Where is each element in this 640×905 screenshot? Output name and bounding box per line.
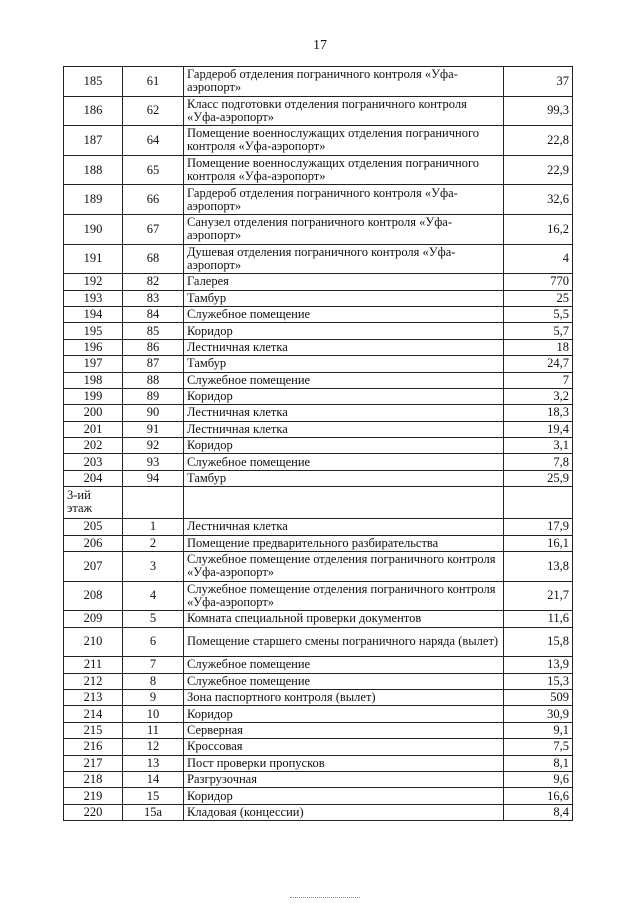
room-name: Тамбур	[184, 290, 504, 306]
room-name: Служебное помещение	[184, 657, 504, 673]
floor-header-row	[64, 487, 573, 519]
room-name: Зона паспортного контроля (вылет)	[184, 689, 504, 705]
room-number: 8	[123, 673, 184, 689]
table-row	[64, 552, 573, 582]
empty-cell	[184, 487, 504, 519]
room-area: 18	[504, 339, 573, 355]
row-number: 193	[64, 290, 123, 306]
row-number: 186	[64, 96, 123, 126]
table-row	[64, 290, 573, 306]
room-name: Комната специальной проверки документов	[184, 611, 504, 627]
room-number: 94	[123, 470, 184, 486]
row-number: 191	[64, 244, 123, 274]
table-row	[64, 804, 573, 820]
room-area: 5,5	[504, 306, 573, 322]
table-row	[64, 739, 573, 755]
row-number: 188	[64, 155, 123, 185]
scan-mark	[290, 897, 360, 899]
room-number: 15	[123, 788, 184, 804]
room-name: Лестничная клетка	[184, 421, 504, 437]
row-number: 217	[64, 755, 123, 771]
empty-cell	[504, 487, 573, 519]
row-number: 200	[64, 405, 123, 421]
table-row	[64, 372, 573, 388]
table-row	[64, 339, 573, 355]
table-row	[64, 96, 573, 126]
room-area: 7,8	[504, 454, 573, 470]
room-number: 64	[123, 126, 184, 156]
rooms-table	[63, 66, 573, 821]
room-number: 89	[123, 388, 184, 404]
room-area: 25,9	[504, 470, 573, 486]
table-row	[64, 581, 573, 611]
room-number: 5	[123, 611, 184, 627]
row-number: 201	[64, 421, 123, 437]
room-area: 18,3	[504, 405, 573, 421]
table-row	[64, 405, 573, 421]
table-row	[64, 535, 573, 551]
row-number: 196	[64, 339, 123, 355]
table-row	[64, 155, 573, 185]
table-row	[64, 388, 573, 404]
room-number: 14	[123, 771, 184, 787]
room-name: Коридор	[184, 706, 504, 722]
room-area: 13,9	[504, 657, 573, 673]
room-area: 15,8	[504, 627, 573, 657]
room-area: 509	[504, 689, 573, 705]
room-number: 9	[123, 689, 184, 705]
room-name: Кладовая (концессии)	[184, 804, 504, 820]
room-area: 17,9	[504, 519, 573, 535]
room-area: 24,7	[504, 356, 573, 372]
room-area: 8,4	[504, 804, 573, 820]
row-number: 211	[64, 657, 123, 673]
room-number: 82	[123, 274, 184, 290]
room-number: 4	[123, 581, 184, 611]
table-row	[64, 454, 573, 470]
room-number: 91	[123, 421, 184, 437]
room-name: Помещение предварительного разбирательства	[184, 535, 504, 551]
room-name: Разгрузочная	[184, 771, 504, 787]
floor-label: 3-ий этаж	[64, 487, 123, 519]
room-area: 770	[504, 274, 573, 290]
room-name: Помещение военнослужащих отделения пограничного контроля «Уфа-аэропорт»	[184, 155, 504, 185]
room-name: Тамбур	[184, 470, 504, 486]
room-area: 21,7	[504, 581, 573, 611]
rooms-table-body	[64, 67, 573, 821]
room-number: 67	[123, 214, 184, 244]
room-name: Санузел отделения пограничного контроля «Уфа-аэропорт»	[184, 214, 504, 244]
room-number: 15а	[123, 804, 184, 820]
row-number: 197	[64, 356, 123, 372]
row-number: 187	[64, 126, 123, 156]
room-area: 25	[504, 290, 573, 306]
room-area: 8,1	[504, 755, 573, 771]
room-number: 87	[123, 356, 184, 372]
room-name: Служебное помещение отделения пограничного контроля «Уфа-аэропорт»	[184, 552, 504, 582]
room-name: Галерея	[184, 274, 504, 290]
table-row	[64, 627, 573, 657]
room-name: Пост проверки пропусков	[184, 755, 504, 771]
room-number: 13	[123, 755, 184, 771]
room-number: 90	[123, 405, 184, 421]
room-number: 65	[123, 155, 184, 185]
row-number: 194	[64, 306, 123, 322]
row-number: 212	[64, 673, 123, 689]
row-number: 198	[64, 372, 123, 388]
row-number: 199	[64, 388, 123, 404]
row-number: 215	[64, 722, 123, 738]
room-area: 5,7	[504, 323, 573, 339]
table-row	[64, 470, 573, 486]
room-name: Кроссовая	[184, 739, 504, 755]
row-number: 205	[64, 519, 123, 535]
room-name: Служебное помещение	[184, 306, 504, 322]
room-number: 1	[123, 519, 184, 535]
room-area: 9,1	[504, 722, 573, 738]
row-number: 203	[64, 454, 123, 470]
room-name: Лестничная клетка	[184, 339, 504, 355]
table-row	[64, 706, 573, 722]
table-row	[64, 356, 573, 372]
room-name: Служебное помещение отделения пограничного контроля «Уфа-аэропорт»	[184, 581, 504, 611]
empty-cell	[123, 487, 184, 519]
row-number: 190	[64, 214, 123, 244]
table-row	[64, 274, 573, 290]
room-name: Серверная	[184, 722, 504, 738]
table-row	[64, 611, 573, 627]
room-number: 88	[123, 372, 184, 388]
row-number: 209	[64, 611, 123, 627]
room-area: 22,9	[504, 155, 573, 185]
table-row	[64, 421, 573, 437]
room-name: Коридор	[184, 788, 504, 804]
row-number: 185	[64, 67, 123, 97]
room-number: 92	[123, 438, 184, 454]
room-number: 7	[123, 657, 184, 673]
row-number: 210	[64, 627, 123, 657]
row-number: 206	[64, 535, 123, 551]
room-name: Гардероб отделения пограничного контроля «Уфа-аэропорт»	[184, 185, 504, 215]
room-number: 61	[123, 67, 184, 97]
room-name: Гардероб отделения пограничного контроля «Уфа-аэропорт»	[184, 67, 504, 97]
room-area: 11,6	[504, 611, 573, 627]
table-row	[64, 306, 573, 322]
row-number: 214	[64, 706, 123, 722]
room-name: Помещение старшего смены пограничного наряда (вылет)	[184, 627, 504, 657]
room-number: 66	[123, 185, 184, 215]
row-number: 207	[64, 552, 123, 582]
table-row	[64, 519, 573, 535]
table-row	[64, 689, 573, 705]
room-area: 7,5	[504, 739, 573, 755]
room-area: 3,2	[504, 388, 573, 404]
room-name: Лестничная клетка	[184, 519, 504, 535]
table-row	[64, 126, 573, 156]
room-area: 19,4	[504, 421, 573, 437]
room-area: 32,6	[504, 185, 573, 215]
room-name: Лестничная клетка	[184, 405, 504, 421]
table-row	[64, 657, 573, 673]
room-number: 85	[123, 323, 184, 339]
row-number: 195	[64, 323, 123, 339]
room-name: Тамбур	[184, 356, 504, 372]
row-number: 204	[64, 470, 123, 486]
room-name: Служебное помещение	[184, 372, 504, 388]
table-row	[64, 244, 573, 274]
table-row	[64, 788, 573, 804]
table-row	[64, 323, 573, 339]
room-number: 3	[123, 552, 184, 582]
room-area: 16,2	[504, 214, 573, 244]
table-row	[64, 67, 573, 97]
row-number: 189	[64, 185, 123, 215]
table-row	[64, 185, 573, 215]
room-area: 16,1	[504, 535, 573, 551]
room-number: 93	[123, 454, 184, 470]
room-area: 37	[504, 67, 573, 97]
row-number: 213	[64, 689, 123, 705]
row-number: 202	[64, 438, 123, 454]
room-name: Коридор	[184, 388, 504, 404]
row-number: 220	[64, 804, 123, 820]
table-row	[64, 438, 573, 454]
room-name: Душевая отделения пограничного контроля «Уфа-аэропорт»	[184, 244, 504, 274]
room-area: 3,1	[504, 438, 573, 454]
room-area: 30,9	[504, 706, 573, 722]
table-row	[64, 214, 573, 244]
table-row	[64, 673, 573, 689]
room-number: 2	[123, 535, 184, 551]
room-name: Помещение военнослужащих отделения пограничного контроля «Уфа-аэропорт»	[184, 126, 504, 156]
room-number: 62	[123, 96, 184, 126]
row-number: 192	[64, 274, 123, 290]
room-area: 16,6	[504, 788, 573, 804]
room-area: 15,3	[504, 673, 573, 689]
room-name: Служебное помещение	[184, 673, 504, 689]
room-area: 99,3	[504, 96, 573, 126]
table-row	[64, 755, 573, 771]
row-number: 219	[64, 788, 123, 804]
room-name: Коридор	[184, 438, 504, 454]
room-area: 7	[504, 372, 573, 388]
room-number: 86	[123, 339, 184, 355]
row-number: 218	[64, 771, 123, 787]
room-number: 68	[123, 244, 184, 274]
room-name: Служебное помещение	[184, 454, 504, 470]
table-row	[64, 722, 573, 738]
table-row	[64, 771, 573, 787]
room-number: 12	[123, 739, 184, 755]
room-area: 9,6	[504, 771, 573, 787]
room-name: Класс подготовки отделения пограничного контроля «Уфа-аэропорт»	[184, 96, 504, 126]
room-area: 13,8	[504, 552, 573, 582]
room-name: Коридор	[184, 323, 504, 339]
row-number: 208	[64, 581, 123, 611]
room-number: 83	[123, 290, 184, 306]
room-number: 6	[123, 627, 184, 657]
room-area: 4	[504, 244, 573, 274]
room-area: 22,8	[504, 126, 573, 156]
room-number: 11	[123, 722, 184, 738]
room-number: 84	[123, 306, 184, 322]
row-number: 216	[64, 739, 123, 755]
page-number: 17	[313, 38, 327, 53]
room-number: 10	[123, 706, 184, 722]
